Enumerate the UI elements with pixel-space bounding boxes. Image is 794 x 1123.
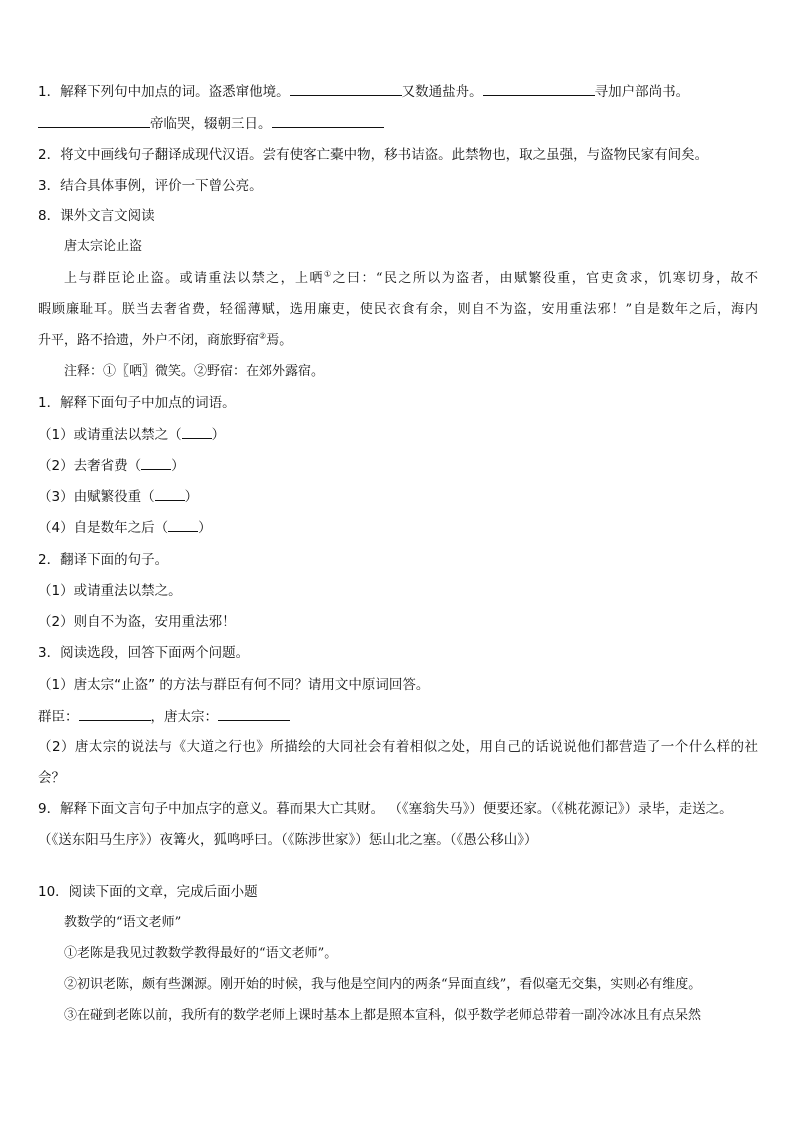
answer-blank[interactable]: [168, 518, 198, 532]
q3-line: 3．结合具体事例，评价一下曾公亮。: [38, 178, 263, 194]
q1-text-c: 寻加户部尚书。: [594, 84, 690, 100]
item-text: （4）自是数年之后（: [38, 520, 169, 536]
q8-sub1-item3: [38, 487, 758, 507]
answer-blank[interactable]: [79, 706, 151, 721]
q8-passage-line-2: 暇顾廉耻耳。朕当去奢省费，轻徭薄赋，选用廉吏，使民衣食有余，则自不为盗，安用重法邪！”自是数年之后，海内: [38, 302, 758, 317]
q8-note: 注释：①〖哂〗微笑。②野宿：在郊外露宿。: [64, 364, 325, 379]
footnote-mark: ②: [259, 331, 267, 341]
q8-passage-title: 唐太宗论止盗: [64, 239, 143, 254]
q1-text-b: 又数通盐舟。: [401, 84, 483, 100]
q2-line: 2．将文中画线句子翻译成现代汉语。尝有使客亡橐中物，移书诘盗。此禁物也，取之虽强，与盗物民家有间矣。: [38, 147, 709, 163]
q8-sub1: 1．解释下面句子中加点的词语。: [38, 395, 236, 411]
passage-text: 上与群臣论止盗。或请重法以禁之，上哂: [64, 271, 324, 286]
passage-text: 焉。: [266, 333, 293, 348]
paren: ）: [171, 458, 185, 474]
q10-para-1: ①老陈是我见过教数学教得最好的“语文老师”。: [64, 946, 338, 961]
q10-para-2: ②初识老陈，颇有些渊源。刚开始的时候，我与他是空间内的两条“异面直线”，看似毫无交集，实则必有维度。: [64, 977, 702, 992]
q8-sub3-item1: （1）唐太宗“止盗” 的方法与群臣有何不同？请用文中原词回答。: [38, 677, 430, 693]
q8-sub1-item1: [38, 425, 758, 445]
answer-blank[interactable]: [218, 706, 290, 721]
q9-line-2: （《送东阳马生序》）夜篝火，狐鸣呼曰。（《陈涉世家》）惩山北之塞。（《愚公移山》）: [38, 832, 538, 848]
passage-text: 之曰：“民之所以为盗者，由赋繁役重，官吏贪求，饥寒切身，故不: [332, 271, 758, 286]
paren: ）: [198, 520, 212, 536]
answer-blank[interactable]: [141, 456, 171, 470]
q8-sub1-item4: [38, 518, 758, 538]
label-qunchen: 群臣：: [38, 709, 79, 725]
q1-text-d: 帝临哭，辍朝三日。: [150, 116, 272, 132]
q1-line-b: [38, 113, 758, 134]
q8-passage-line-1: [64, 269, 758, 289]
q8-sub3-item2-b: 会？: [38, 770, 65, 786]
item-text: （3）由赋繁役重（: [38, 489, 155, 505]
paren: ）: [211, 427, 226, 443]
paren: ）: [184, 489, 199, 505]
answer-blank[interactable]: [155, 487, 185, 501]
passage-text: 升平，路不拾遗，外户不闭，商旅野宿: [38, 333, 260, 348]
q1-line-a: [38, 81, 758, 102]
answer-blank[interactable]: [182, 425, 212, 439]
answer-blank[interactable]: [38, 113, 150, 128]
q10-heading: 10．阅读下面的文章，完成后面小题: [38, 884, 258, 900]
q10-passage-title: 教数学的“语文老师”: [64, 915, 182, 930]
answer-blank[interactable]: [272, 113, 384, 128]
q9-line-1: 9．解释下面文言句子中加点字的意义。暮而果大亡其财。 （《塞翁失马》）便要还家。（《桃花源记》）录毕，走送之。: [38, 801, 733, 817]
q8-sub1-item2: [38, 456, 758, 476]
item-text: （2）去奢省费（: [38, 458, 142, 474]
item-text: （1）或请重法以禁之（: [38, 427, 182, 443]
answer-blank[interactable]: [483, 81, 595, 96]
q8-sub3-answer: [38, 706, 758, 727]
q8-sub2-item1: （1）或请重法以禁之。: [38, 583, 182, 599]
q1-text-a: 1．解释下列句中加点的词。盗悉窜他境。: [38, 84, 290, 100]
q8-passage-line-3: [38, 331, 758, 351]
footnote-mark: ①: [323, 269, 333, 279]
q10-para-3: ③在碰到老陈以前，我所有的数学老师上课时基本上都是照本宣科，似乎数学老师总带着一副冷冰冰且有点呆然: [64, 1008, 702, 1023]
q8-sub2: 2．翻译下面的句子。: [38, 552, 169, 568]
q8-sub2-item2: （2）则自不为盗，安用重法邪！: [38, 614, 236, 630]
answer-blank[interactable]: [290, 81, 402, 96]
q8-sub3-item2-a: （2）唐太宗的说法与《大道之行也》所描绘的大同社会有着相似之处，用自己的话说说他们都营造了一个什么样的社: [38, 739, 758, 755]
label-taizong: ，唐太宗：: [150, 709, 218, 725]
q8-sub3: 3．阅读选段，回答下面两个问题。: [38, 645, 250, 661]
q8-heading: 8．课外文言文阅读: [38, 208, 155, 224]
